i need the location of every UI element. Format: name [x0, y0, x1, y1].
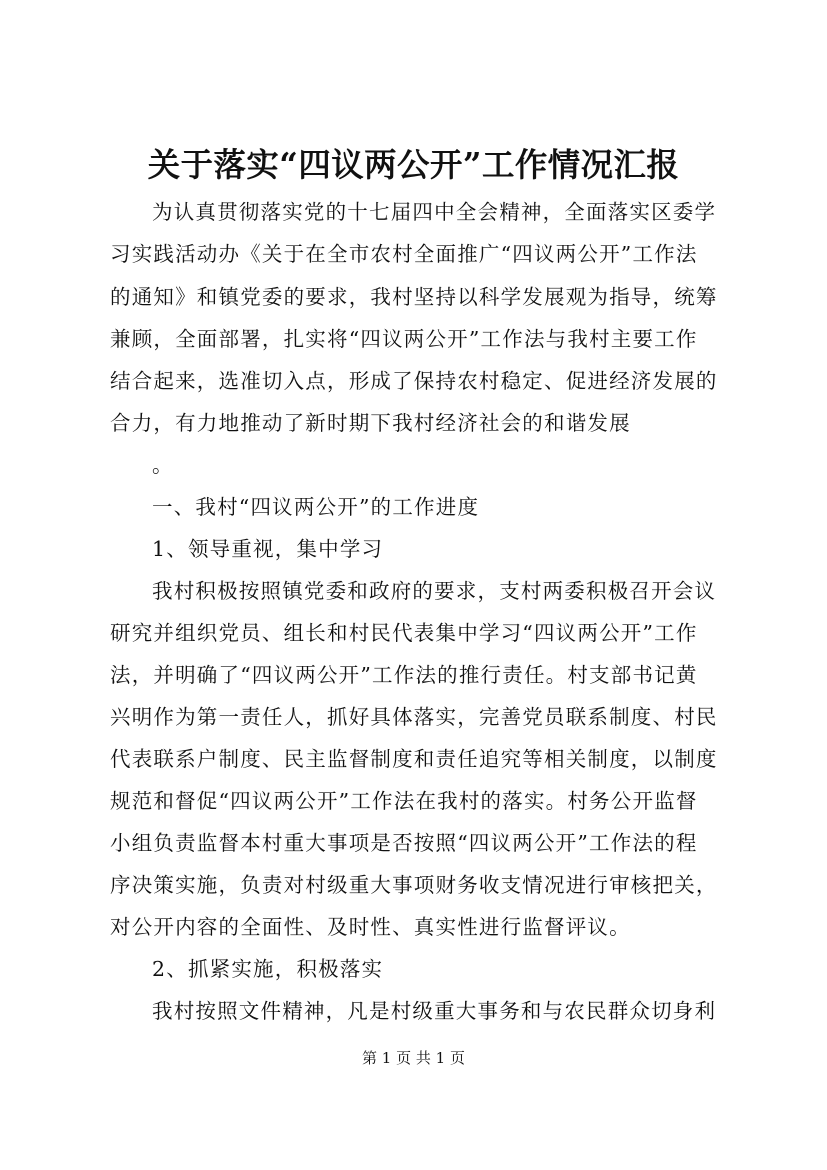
paragraph-line: 小组负责监督本村重大事项是否按照“四议两公开”工作法的程 — [110, 831, 698, 855]
paragraph-line: 对公开内容的全面性、及时性、真实性进行监督评议。 — [110, 915, 631, 939]
paragraph-line: 规范和督促“四议两公开”工作法在我村的落实。村务公开监督 — [110, 789, 698, 813]
paragraph-line: 兴明作为第一责任人，抓好具体落实，完善党员联系制度、村民 — [110, 705, 718, 729]
paragraph-line: 合力，有力地推动了新时期下我村经济社会的和谐发展 — [110, 411, 631, 435]
paragraph-line: 法，并明确了“四议两公开”工作法的推行责任。村支部书记黄 — [110, 663, 698, 687]
paragraph-line: 我村积极按照镇党委和政府的要求，支村两委积极召开会议 — [152, 579, 717, 603]
paragraph-line: 习实践活动办《关于在全市农村全面推广“四议两公开”工作法 — [110, 242, 698, 266]
page-footer: 第 1 页 共 1 页 — [362, 1049, 465, 1067]
document-title: 关于落实“四议两公开”工作情况汇报 — [147, 146, 680, 184]
paragraph-line: 。 — [152, 453, 174, 477]
paragraph-line: 的通知》和镇党委的要求，我村坚持以科学发展观为指导，统筹 — [110, 285, 718, 309]
paragraph-line: 序决策实施，负责对村级重大事项财务收支情况进行审核把关， — [110, 873, 718, 897]
section-heading: 一、我村“四议两公开”的工作进度 — [152, 495, 480, 519]
paragraph-line: 代表联系户制度、民主监督制度和责任追究等相关制度，以制度 — [110, 747, 718, 771]
paragraph-line: 为认真贯彻落实党的十七届四中全会精神，全面落实区委学 — [152, 200, 717, 224]
paragraph-line: 结合起来，选准切入点，形成了保持农村稳定、促进经济发展的 — [110, 369, 718, 393]
subsection-heading: 2、抓紧实施，积极落实 — [152, 957, 384, 981]
subsection-heading: 1、领导重视，集中学习 — [152, 537, 384, 561]
paragraph-line: 我村按照文件精神，凡是村级重大事务和与农民群众切身利 — [152, 999, 717, 1023]
paragraph-line: 兼顾，全面部署，扎实将“四议两公开”工作法与我村主要工作 — [110, 327, 698, 351]
paragraph-line: 研究并组织党员、组长和村民代表集中学习“四议两公开”工作 — [110, 621, 698, 645]
